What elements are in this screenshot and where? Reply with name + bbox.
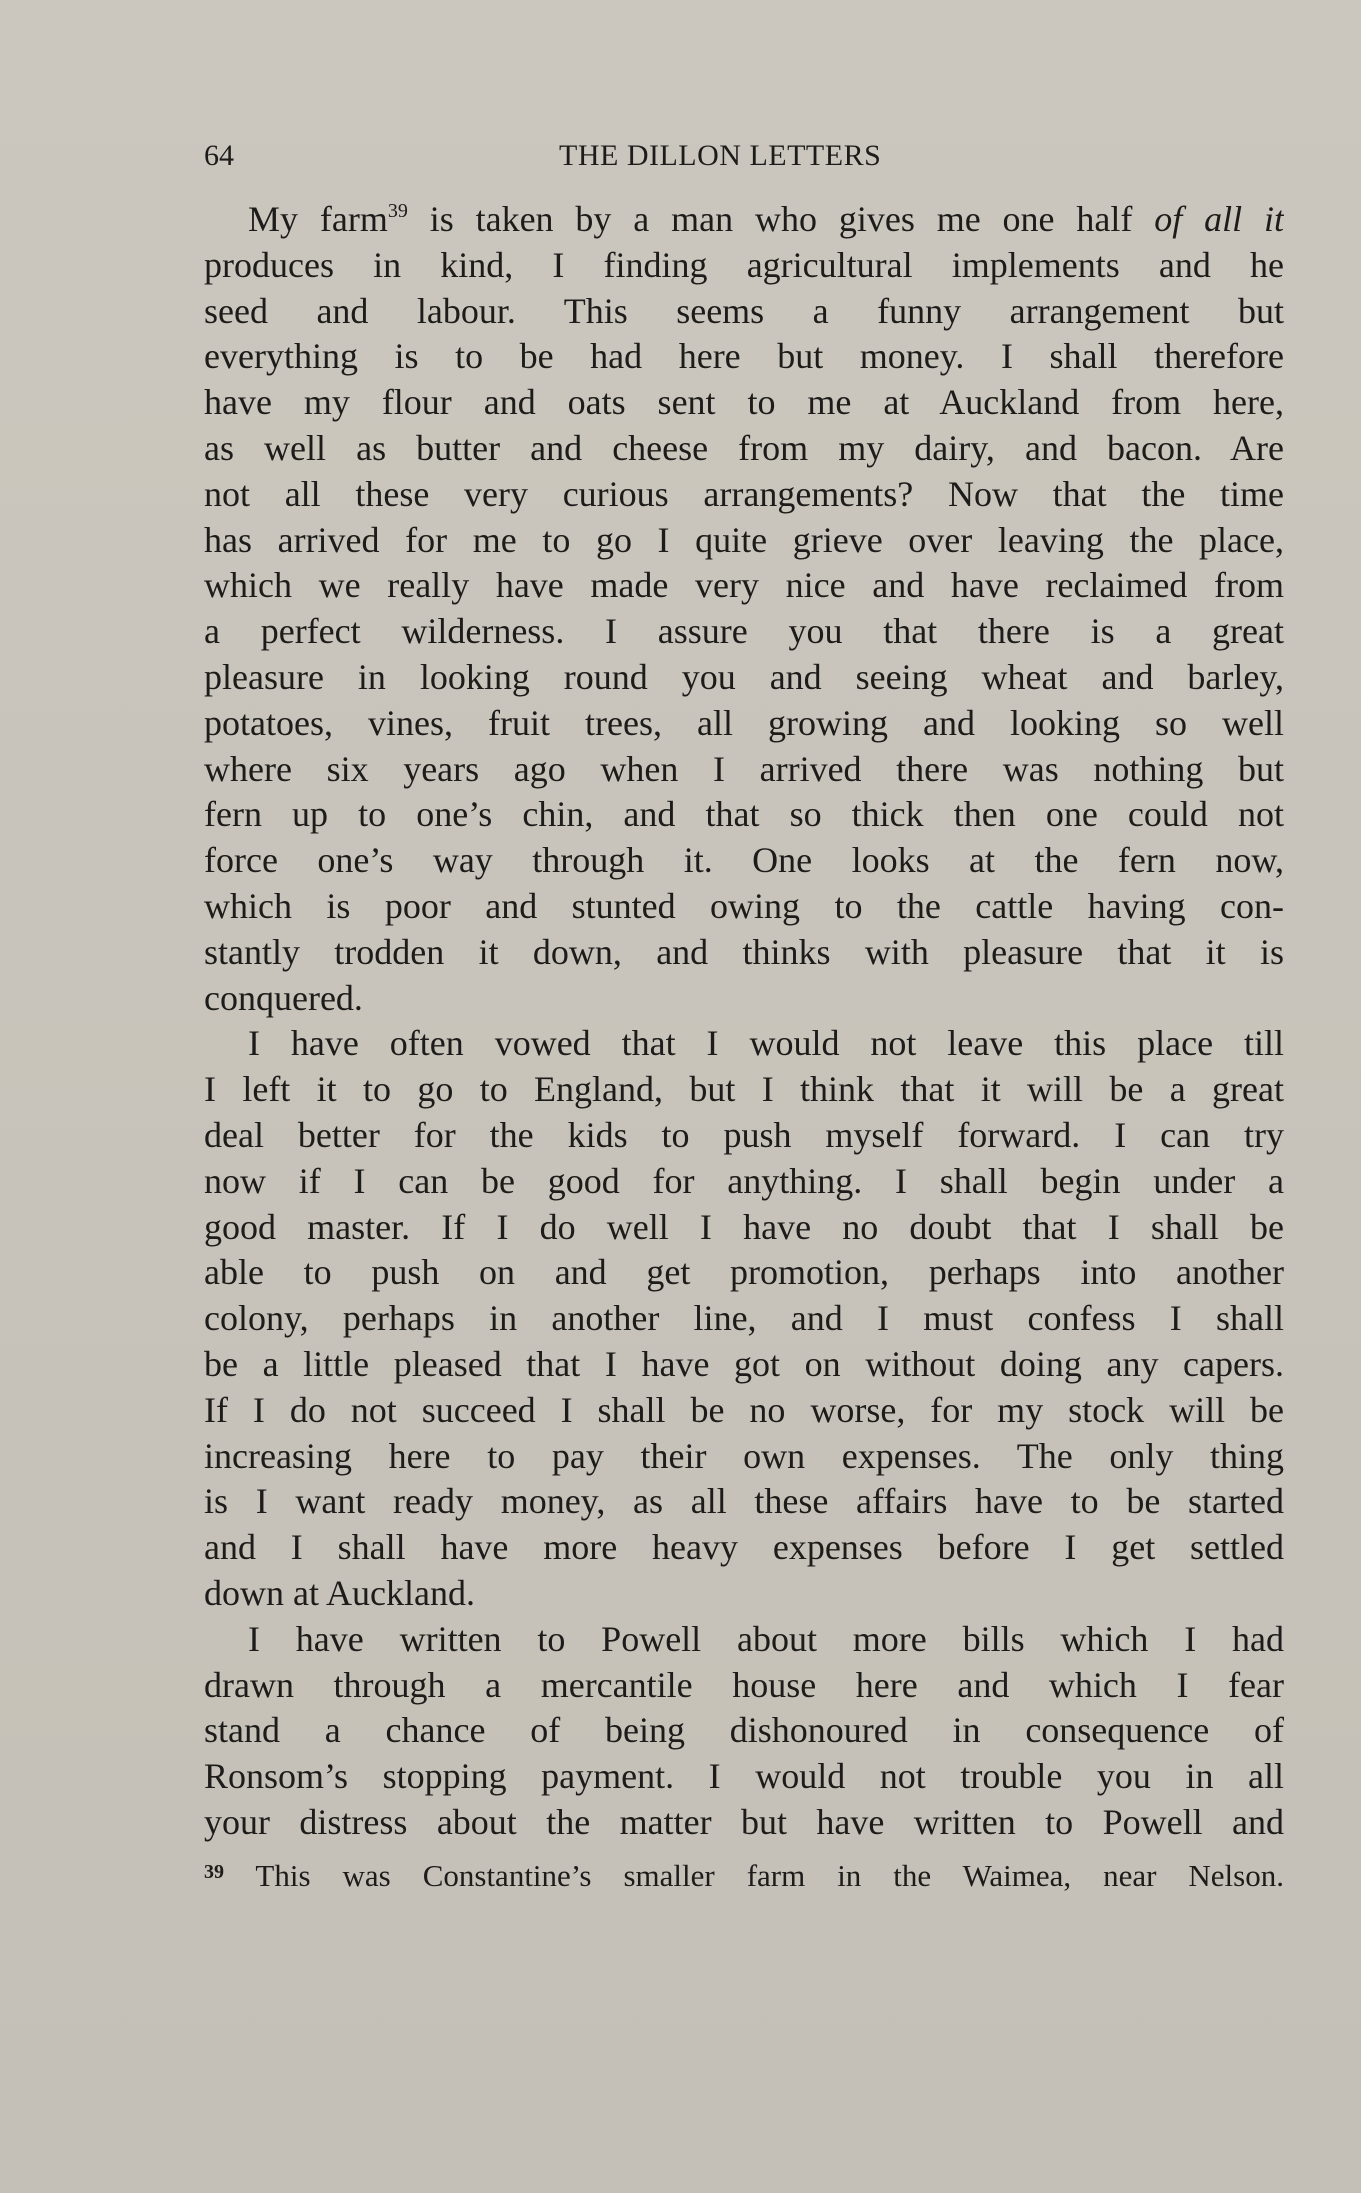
page-number: 64 [204,139,234,172]
text-line: not all these very curious arrangements? Now that the time [204,473,1284,514]
text-line: which we really have made very nice and have reclaimed from [204,565,1284,606]
running-title: THE DILLON LETTERS [559,139,882,172]
text-line: seed and labour. This seems a funny arrangement but [204,290,1284,331]
text-line: If I do not succeed I shall be no worse, for my stock will be [204,1389,1284,1430]
text-line: deal better for the kids to push myself forward. I can try [204,1114,1284,1155]
text-line: produces in kind, I finding agricultural implements and he [204,244,1284,285]
text-line: which is poor and stunted owing to the cattle having con- [204,885,1284,926]
text-line: good master. If I do well I have no doubt that I shall be [204,1206,1284,1247]
text-line: have my flour and oats sent to me at Auckland from here, [204,382,1284,423]
text-line: drawn through a mercantile house here and which I fear [204,1664,1284,1705]
footnote-reference: 39 [387,200,408,222]
text-line: as well as butter and cheese from my dairy, and bacon. Are [204,427,1284,468]
text-line [204,197,1284,243]
text-line: where six years ago when I arrived there was nothing but [204,748,1284,789]
text-line: a perfect wilderness. I assure you that there is a great [204,611,1284,652]
text-line: down at Auckland. [204,1572,475,1613]
text-segment: is taken by a man who gives me one half [407,199,1155,239]
text-line: I left it to go to England, but I think that it will be a great [204,1069,1284,1110]
text-line: your distress about the matter but have written to Powell and [204,1801,1284,1842]
text-line: stantly trodden it down, and thinks with pleasure that it is [204,931,1284,972]
text-line: increasing here to pay their own expenses. The only thing [204,1435,1284,1476]
text-line: force one’s way through it. One looks at the fern now, [204,840,1284,881]
footnote-text: This was Constantine’s smaller farm in the Waimea, near Nelson. [255,1858,1284,1893]
text-line: is I want ready money, as all these affairs have to be started [204,1481,1284,1522]
page-header [204,136,934,176]
body-text [204,197,1284,1846]
text-segment: My farm [248,199,388,239]
text-line: potatoes, vines, fruit trees, all growing and looking so well [204,702,1284,743]
footnote [204,1856,1284,1896]
text-line: everything is to be had here but money. I shall therefore [204,336,1284,377]
text-line: fern up to one’s chin, and that so thick then one could not [204,794,1284,835]
italic-text: of all it [1154,199,1284,239]
text-line: I have often vowed that I would not leave this place till [248,1023,1284,1064]
text-line: Ronsom’s stopping payment. I would not trouble you in all [204,1756,1284,1797]
text-line: able to push on and get promotion, perhaps into another [204,1252,1284,1293]
text-line: be a little pleased that I have got on without doing any capers. [204,1343,1284,1384]
text-line: now if I can be good for anything. I shall begin under a [204,1160,1284,1201]
text-line: has arrived for me to go I quite grieve over leaving the place, [204,519,1284,560]
text-line: stand a chance of being dishonoured in consequence of [204,1710,1284,1751]
text-line: conquered. [204,977,363,1018]
text-line: and I shall have more heavy expenses before I get settled [204,1527,1284,1568]
text-line: pleasure in looking round you and seeing wheat and barley, [204,656,1284,697]
footnote-marker: 39 [204,1861,224,1883]
text-line: I have written to Powell about more bills which I had [248,1618,1284,1659]
text-line: colony, perhaps in another line, and I must confess I shall [204,1298,1284,1339]
